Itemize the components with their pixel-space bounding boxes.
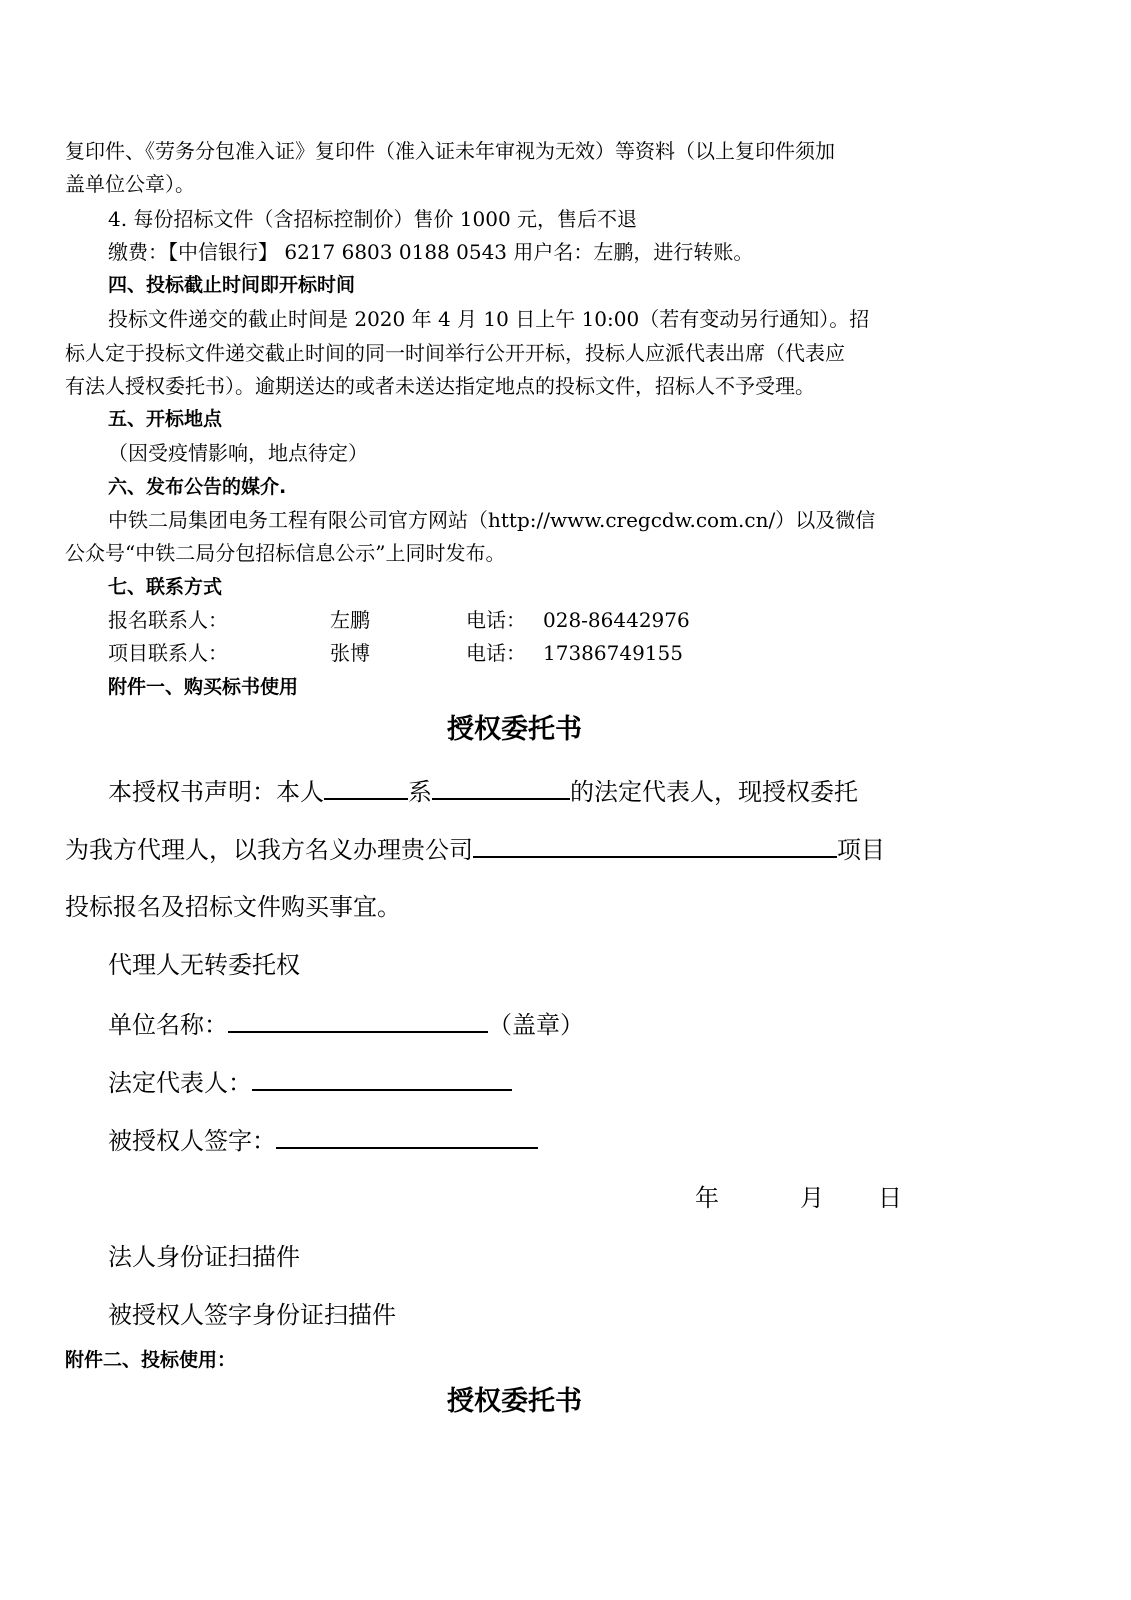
location-text: （因受疫情影响，地点待定） — [108, 441, 368, 465]
paragraph-line: 公众号“中铁二局分包招标信息公示”上同时发布。 — [65, 541, 506, 565]
contact-role: 报名联系人： — [108, 608, 228, 632]
name-blank — [324, 774, 408, 800]
agent-signature-label: 被授权人签字： — [108, 1127, 276, 1155]
paragraph-line: 投标文件递交的截止时间是 2020 年 4 月 10 日上午 10:00（若有变动另行通知）。招 — [108, 307, 870, 331]
declaration-text: 为我方代理人，以我方名义办理贵公司 — [65, 836, 473, 864]
legal-rep-label: 法定代表人： — [108, 1069, 252, 1097]
unit-name-row — [108, 1007, 584, 1042]
item-4: 4. 每份招标文件（含招标控制价）售价 1000 元，售后不退 — [108, 207, 638, 231]
paragraph-line: 盖单位公章）。 — [65, 172, 195, 196]
agent-signature-blank — [276, 1123, 538, 1149]
declaration-line-1 — [108, 774, 858, 809]
contact-name: 左鹏 — [330, 608, 370, 632]
contact-tel: 028-86442976 — [543, 608, 690, 632]
payment-info: 缴费：【中信银行】 6217 6803 0188 0543 用户名：左鹏，进行转账。 — [108, 240, 754, 264]
contact-tel-label: 电话： — [466, 608, 526, 632]
paragraph-line: 中铁二局集团电务工程有限公司官方网站（http://www.cregcdw.com.cn/）以及微信 — [108, 508, 876, 532]
no-sub-delegation: 代理人无转委托权 — [108, 951, 300, 979]
contact-role: 项目联系人： — [108, 641, 228, 665]
seal-label: （盖章） — [488, 1011, 584, 1039]
section-4-heading: 四、投标截止时间即开标时间 — [108, 274, 356, 296]
declaration-line-3: 投标报名及招标文件购买事宜。 — [65, 893, 401, 921]
paragraph-line: 复印件、《劳务分包准入证》复印件（准入证未年审视为无效）等资料（以上复印件须加 — [65, 139, 835, 163]
form-title: 授权委托书 — [447, 1386, 582, 1417]
agent-signature-row — [108, 1123, 538, 1158]
declaration-text: 的法定代表人，现授权委托 — [570, 778, 858, 806]
paragraph-line: 有法人授权委托书）。逾期送达的或者未送达指定地点的投标文件，招标人不予受理。 — [65, 374, 815, 398]
attachment-1-heading: 附件一、购买标书使用 — [108, 676, 299, 698]
form-title: 授权委托书 — [447, 714, 582, 745]
section-7-heading: 七、联系方式 — [108, 576, 223, 598]
contact-name: 张博 — [330, 641, 370, 665]
project-blank — [473, 832, 837, 858]
contact-tel: 17386749155 — [543, 641, 683, 665]
legal-rep-blank — [252, 1065, 512, 1091]
declaration-line-2 — [65, 832, 885, 867]
section-5-heading: 五、开标地点 — [108, 408, 223, 430]
legal-id-scan: 法人身份证扫描件 — [108, 1243, 300, 1271]
paragraph-line: 标人定于投标文件递交截止时间的同一时间举行公开开标，投标人应派代表出席（代表应 — [65, 341, 845, 365]
company-blank — [432, 774, 570, 800]
contact-tel-label: 电话： — [466, 641, 526, 665]
unit-name-blank — [228, 1007, 488, 1033]
declaration-text: 本授权书声明：本人 — [108, 778, 324, 806]
date-day: 日 — [878, 1184, 902, 1212]
unit-name-label: 单位名称： — [108, 1011, 228, 1039]
attachment-2-heading: 附件二、投标使用： — [65, 1349, 237, 1371]
legal-rep-row — [108, 1065, 512, 1100]
date-month: 月 — [800, 1184, 824, 1212]
agent-id-scan: 被授权人签字身份证扫描件 — [108, 1301, 396, 1329]
date-year: 年 — [695, 1184, 719, 1212]
declaration-text: 项目 — [837, 836, 885, 864]
section-6-heading: 六、发布公告的媒介. — [108, 476, 287, 498]
declaration-text: 系 — [408, 778, 432, 806]
